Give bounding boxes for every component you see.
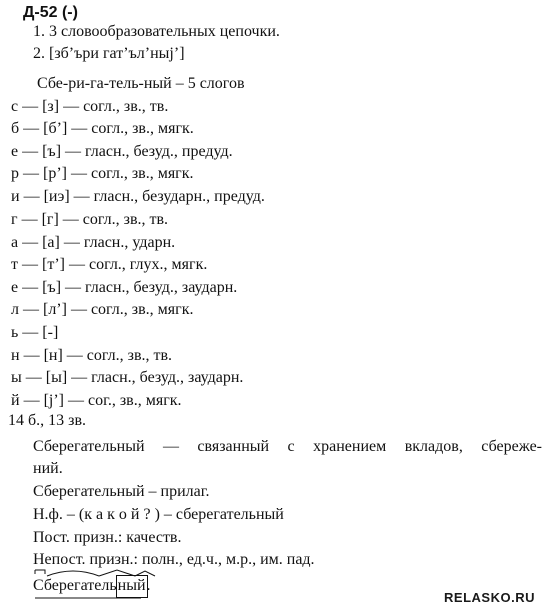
initial-form: Н.ф. – (к а к о й ? ) – сберегательный — [33, 506, 284, 523]
item-2: 2. [зб’ъри гат’ъл’ныj’] — [33, 45, 185, 62]
phonetic-row: а — [а] — гласн., ударн. — [11, 234, 176, 251]
exercise-title: Д-52 (-) — [23, 4, 78, 21]
suffix-mark-1 — [99, 570, 135, 576]
prefix-corner — [35, 570, 45, 574]
lexical-meaning-line-1: Сберегательный — связанный с хранением вкладов, сбереже- — [33, 438, 542, 455]
phonetic-row: г — [г] — согл., зв., тв. — [11, 211, 169, 228]
part-of-speech: Сберегательный – прилаг. — [33, 483, 210, 500]
syllable-split: Сбе-ри-га-тель-ный – 5 слогов — [37, 75, 245, 92]
stem-text: Сберегатель — [33, 577, 117, 594]
root-arc — [47, 571, 99, 576]
phonetic-row: б — [б’] — согл., зв., мягк. — [11, 120, 194, 137]
phonetic-row: л — [л’] — согл., зв., мягк. — [11, 301, 194, 318]
site-watermark: RELASKO.RU — [444, 590, 535, 605]
phonetic-row: ы — [ы] — гласн., безуд., заударн. — [11, 369, 244, 386]
morphemic-parse — [33, 576, 151, 596]
phonetic-row: е — [ъ] — гласн., безуд., заударн. — [11, 279, 238, 296]
word-period: . — [146, 577, 151, 594]
ending-text: ный — [117, 577, 146, 594]
phonetic-row: и — [иэ] — гласн., безударн., предуд. — [11, 188, 265, 205]
phonetic-row: н — [н] — согл., зв., тв. — [11, 347, 173, 364]
item-1: 1. 3 словообразовательных цепочки. — [33, 23, 280, 40]
suffix-mark-2 — [135, 571, 155, 576]
phonetic-row: й — [j’] — сог., зв., мягк. — [11, 392, 182, 409]
phonetic-row: с — [з] — согл., зв., тв. — [11, 98, 169, 115]
phonetic-row: р — [р’] — согл., зв., мягк. — [11, 165, 194, 182]
phonetic-row: ь — [-] — [11, 324, 59, 341]
lexical-meaning-line-2: ний. — [33, 460, 63, 477]
morpheme-marks — [33, 570, 173, 600]
letters-sounds-count: 14 б., 13 зв. — [8, 412, 87, 429]
variable-features: Непост. призн.: полн., ед.ч., м.р., им. пад. — [33, 551, 315, 568]
constant-features: Пост. призн.: качеств. — [33, 529, 182, 546]
phonetic-row: т — [т’] — согл., глух., мягк. — [11, 256, 208, 273]
phonetic-row: е — [ъ] — гласн., безуд., предуд. — [11, 143, 233, 160]
